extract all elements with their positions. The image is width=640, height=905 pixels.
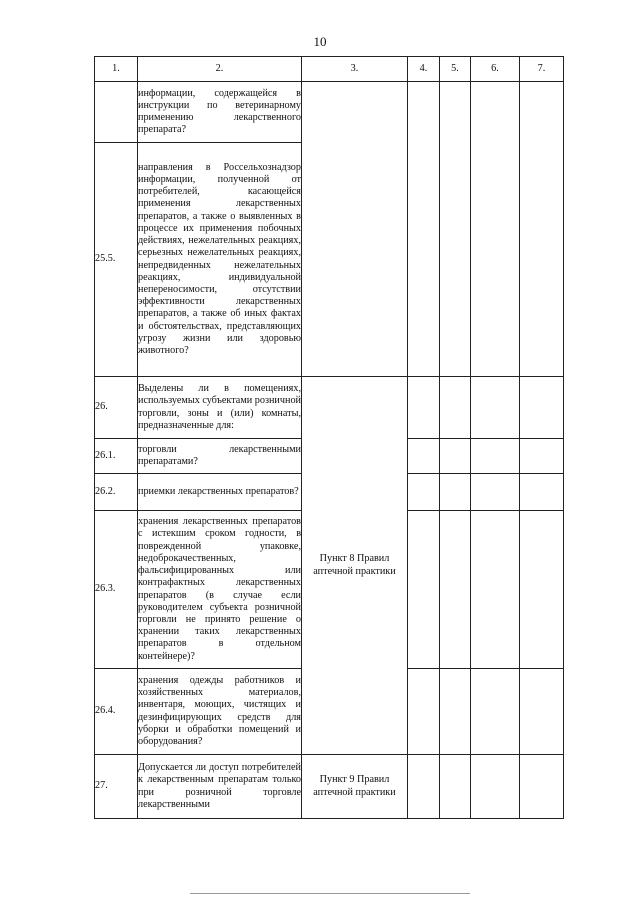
table-row [95, 377, 564, 439]
answer-cell [440, 377, 471, 439]
table-row [95, 82, 564, 143]
question-text: торговли лекарственными препаратами? [138, 439, 302, 474]
header-cell: 2. [138, 57, 302, 82]
question-text: хранения одежды работников и хозяйственных материалов, инвентаря, моющих, чистящих и дезинфицирующих средств для уборки и обработки помещений и оборудования? [138, 669, 302, 755]
answer-cell [440, 474, 471, 511]
answer-cell [471, 755, 520, 819]
item-number: 27. [95, 755, 138, 819]
answer-cell [408, 377, 440, 439]
answer-cell [440, 755, 471, 819]
header-cell: 1. [95, 57, 138, 82]
norm-reference: Пункт 9 Правил аптечной практики [302, 755, 408, 819]
answer-cell [408, 82, 440, 377]
header-cell: 3. [302, 57, 408, 82]
answer-cell [471, 439, 520, 474]
item-number [95, 82, 138, 143]
header-cell: 4. [408, 57, 440, 82]
item-number: 25.5. [95, 143, 138, 377]
answer-cell [440, 82, 471, 377]
answer-cell [520, 511, 564, 669]
answer-cell [471, 511, 520, 669]
answer-cell [471, 82, 520, 377]
answer-cell [471, 474, 520, 511]
answer-cell [408, 669, 440, 755]
page-number: 10 [313, 34, 327, 49]
table-row [95, 755, 564, 819]
item-number: 26.3. [95, 511, 138, 669]
answer-cell [440, 439, 471, 474]
header-cell: 5. [440, 57, 471, 82]
answer-cell [408, 439, 440, 474]
question-text: информации, содержащейся в инструкции по ветеринарному применению лекарственного препарата? [138, 82, 302, 143]
norm-cell [302, 82, 408, 377]
item-number: 26.1. [95, 439, 138, 474]
answer-cell [408, 474, 440, 511]
question-text: хранения лекарственных препаратов с истекшим сроком годности, в поврежденной упаковке, недоброкачественных, фальсифицированных или контрафактных лекарственных препаратов (в случае если руководителем субъекта розничной торговли не принято решение о хранении таких лекарственных препаратов в отдельном контейнере)? [138, 511, 302, 669]
checklist-table [94, 56, 564, 819]
norm-reference: Пункт 8 Правил аптечной практики [302, 377, 408, 755]
item-number: 26.4. [95, 669, 138, 755]
question-text: Выделены ли в помещениях, используемых субъектами розничной торговли, зоны и (или) комнаты, предназначенные для: [138, 377, 302, 439]
answer-cell [520, 82, 564, 377]
answer-cell [520, 474, 564, 511]
answer-cell [408, 511, 440, 669]
answer-cell [440, 511, 471, 669]
answer-cell [471, 377, 520, 439]
answer-cell [471, 669, 520, 755]
answer-cell [408, 755, 440, 819]
question-text: Допускается ли доступ потребителей к лекарственным препаратам только при розничной торговле лекарственными [138, 755, 302, 819]
page-bottom-edge [190, 893, 470, 894]
header-cell: 6. [471, 57, 520, 82]
table-header-row [95, 57, 564, 82]
item-number: 26.2. [95, 474, 138, 511]
answer-cell [520, 669, 564, 755]
answer-cell [520, 439, 564, 474]
item-number: 26. [95, 377, 138, 439]
question-text: направления в Россельхознадзор информации, полученной от потребителей, касающейся применения лекарственных препаратов, а также о выявленных в процессе их применения побочных действиях, нежелательных реакциях, серьезных нежелательных реакциях, непредвиденных нежелательных реакциях, индивидуальной непереносимости, отсутствии эффективности лекарственных препаратов, а также об иных фактах и обстоятельствах, представляющих угрозу жизни или здоровью животного? [138, 143, 302, 377]
answer-cell [520, 377, 564, 439]
answer-cell [440, 669, 471, 755]
question-text: приемки лекарственных препаратов? [138, 474, 302, 511]
answer-cell [520, 755, 564, 819]
header-cell: 7. [520, 57, 564, 82]
